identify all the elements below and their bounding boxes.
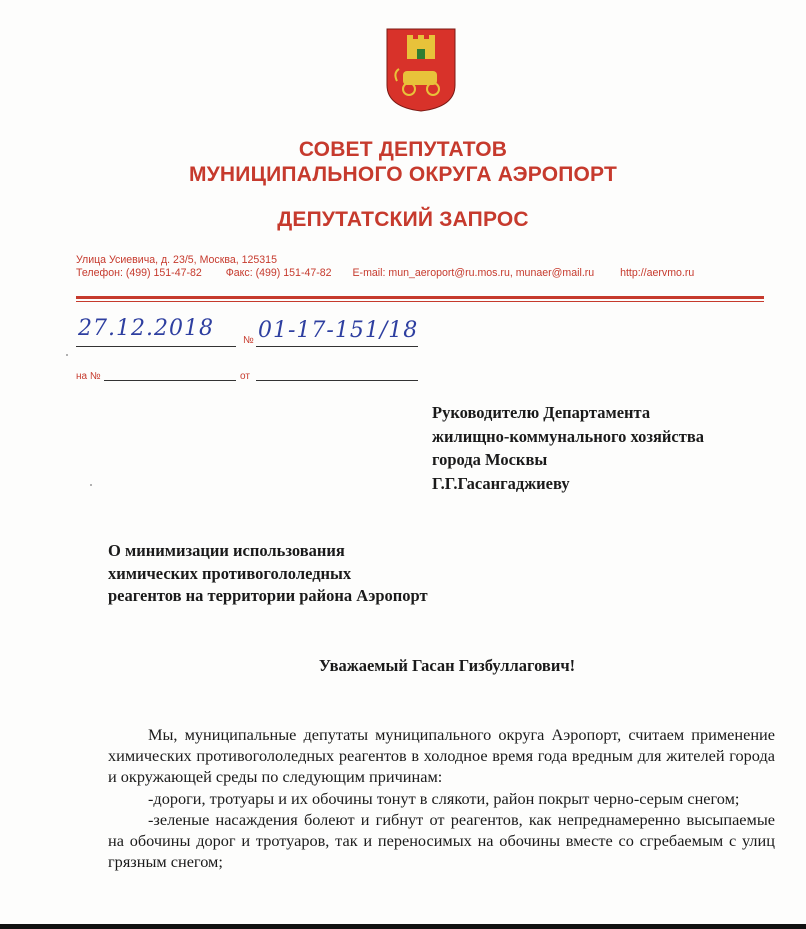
greeting: Уважаемый Гасан Гизбуллагович! [318, 656, 576, 675]
phone-text: Телефон: (499) 151-47-82 [76, 267, 202, 279]
website-text: http://aervmo.ru [620, 267, 695, 279]
reference-from-label: от [240, 371, 250, 382]
subject-line: О минимизации использования [108, 541, 345, 560]
header-divider-thick [76, 296, 764, 299]
address-line: Улица Усиевича, д. 23/5, Москва, 125315 [76, 254, 277, 266]
addressee-line: Г.Г.Гасангаджиеву [432, 473, 570, 493]
subject-line: химических противогололедных [108, 563, 352, 583]
handwritten-date: 27.12.2018 [78, 316, 214, 341]
scan-bottom-edge [0, 924, 806, 929]
reference-from-underline [256, 380, 418, 381]
number-underline [256, 346, 418, 347]
coat-of-arms-icon [385, 27, 457, 113]
addressee-block [432, 401, 704, 495]
org-title-line2: МУНИЦИПАЛЬНОГО ОКРУГА АЭРОПОРТ [188, 163, 618, 186]
reference-underline [104, 380, 236, 381]
handwritten-number: 01-17-151/18 [258, 318, 419, 343]
date-underline [76, 346, 236, 347]
header-divider-thin [76, 301, 764, 302]
document-type-title: ДЕПУТАТСКИЙ ЗАПРОС [277, 208, 529, 231]
subject-line: реагентов на территории района Аэропорт [108, 586, 428, 605]
subject-block [108, 540, 428, 608]
scan-speck [90, 484, 92, 486]
scan-speck [66, 354, 68, 356]
org-title-line1: СОВЕТ ДЕПУТАТОВ [298, 138, 508, 161]
addressee-line: Руководителю Департамента [432, 403, 651, 422]
email-text: E-mail: mun_aeroport@ru.mos.ru, munaer@mail.ru [352, 267, 595, 279]
body-paragraph: -зеленые насаждения болеют и гибнут от реагентов, как непреднамеренно высыпаемые на обочины дорог и тротуаров, так и переносимых на обочины вместе со сгребаемым с улиц грязным снегом; [108, 809, 775, 872]
contact-line [76, 267, 694, 279]
addressee-line: жилищно-коммунального хозяйства [432, 426, 704, 446]
body-paragraph: Мы, муниципальные депутаты муниципального округа Аэропорт, считаем применение химических противогололедных реагентов в холодное время года вредным для жителей города и окружающей среды по следующим причинам: [108, 725, 775, 787]
reference-label: на № [76, 371, 101, 382]
fax-text: Факс: (499) 151-47-82 [225, 267, 332, 279]
addressee-line: города Москвы [432, 450, 548, 469]
number-label: № [243, 335, 254, 346]
letter-body [108, 724, 775, 872]
body-paragraph: -дороги, тротуары и их обочины тонут в слякоти, район покрыт черно-серым снегом; [148, 788, 740, 808]
